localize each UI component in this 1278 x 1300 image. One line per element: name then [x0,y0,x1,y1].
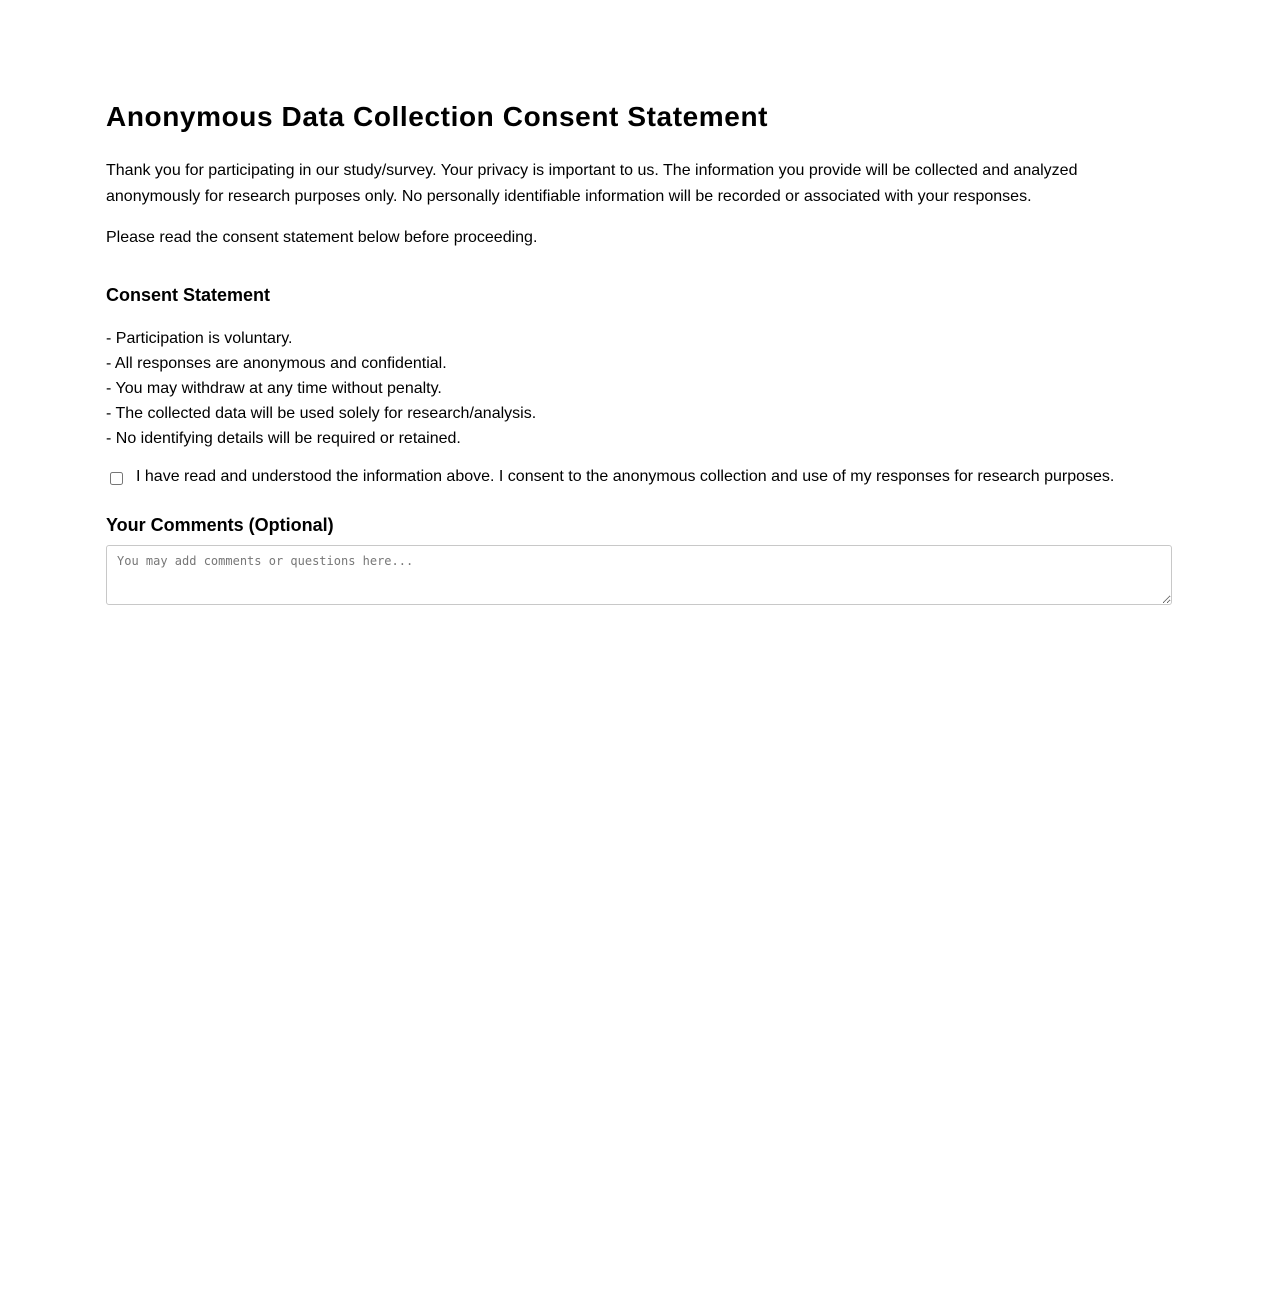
list-item: - You may withdraw at any time without penalty. [106,380,442,397]
consent-heading: Consent Statement [106,285,271,305]
consent-list [106,326,1172,451]
page-title: Anonymous Data Collection Consent Statement [106,101,769,132]
consent-checkbox[interactable] [110,472,123,485]
intro-paragraph: Thank you for participating in our study/survey. Your privacy is important to us. The information you provide will be collected and analyzed anonymously for research purposes only. No personally identifiable information will be recorded or associated with your responses. [106,162,1078,205]
consent-checkbox-row [106,465,1172,489]
consent-checkbox-label[interactable]: I have read and understood the information above. I consent to the anonymous collection and use of my responses for research purposes. [136,468,1115,485]
consent-form [106,96,1172,605]
comments-textarea[interactable] [106,545,1172,605]
list-item: - All responses are anonymous and confidential. [106,355,447,372]
list-item: - The collected data will be used solely for research/analysis. [106,405,537,422]
list-item: - No identifying details will be required or retained. [106,430,461,447]
list-item: - Participation is voluntary. [106,330,293,347]
comments-heading: Your Comments (Optional) [106,515,334,535]
instruction-paragraph: Please read the consent statement below before proceeding. [106,229,538,246]
